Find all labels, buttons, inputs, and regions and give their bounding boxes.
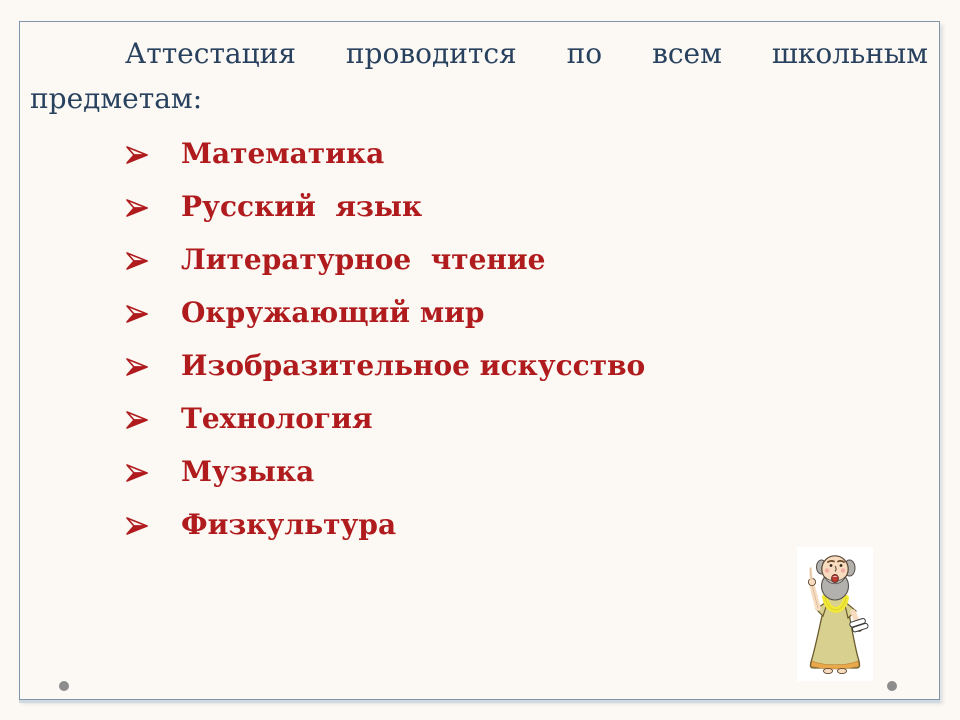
arrowhead-bullet-icon bbox=[125, 357, 149, 377]
arrowhead-bullet-icon bbox=[125, 251, 149, 271]
title-line-1 bbox=[30, 31, 932, 76]
title-word: проводится bbox=[345, 37, 517, 70]
title-word: по bbox=[566, 37, 603, 70]
arrowhead-bullet-icon bbox=[125, 198, 149, 218]
title-word: Аттестация bbox=[125, 37, 296, 70]
subject-label: Русский язык bbox=[181, 190, 423, 223]
title-word: школьным bbox=[771, 37, 928, 70]
subject-label: Окружающий мир bbox=[181, 296, 485, 329]
title-word: всем bbox=[652, 37, 722, 70]
subject-item bbox=[125, 498, 645, 551]
arrowhead-bullet-icon bbox=[125, 516, 149, 536]
title-line-2: предметам: bbox=[30, 82, 203, 115]
slide-dot-left bbox=[59, 681, 69, 691]
subject-item bbox=[125, 286, 645, 339]
arrowhead-bullet-icon bbox=[125, 410, 149, 430]
arrowhead-bullet-icon bbox=[125, 145, 149, 165]
subject-item bbox=[125, 339, 645, 392]
subject-label: Математика bbox=[181, 137, 385, 170]
philosopher-cartoon bbox=[797, 547, 873, 681]
subject-label: Музыка bbox=[181, 455, 315, 488]
subject-label: Физкультура bbox=[181, 508, 397, 541]
subject-label: Технология bbox=[181, 402, 373, 435]
subject-item bbox=[125, 127, 645, 180]
subject-item bbox=[125, 392, 645, 445]
arrowhead-bullet-icon bbox=[125, 304, 149, 324]
subjects-list bbox=[125, 127, 645, 551]
slide-dot-right bbox=[887, 681, 897, 691]
subject-label: Литературное чтение bbox=[181, 243, 546, 276]
subject-item bbox=[125, 233, 645, 286]
subject-item bbox=[125, 180, 645, 233]
subject-label: Изобразительное искусство bbox=[181, 349, 646, 382]
subject-item bbox=[125, 445, 645, 498]
slide-title bbox=[30, 31, 932, 121]
arrowhead-bullet-icon bbox=[125, 463, 149, 483]
